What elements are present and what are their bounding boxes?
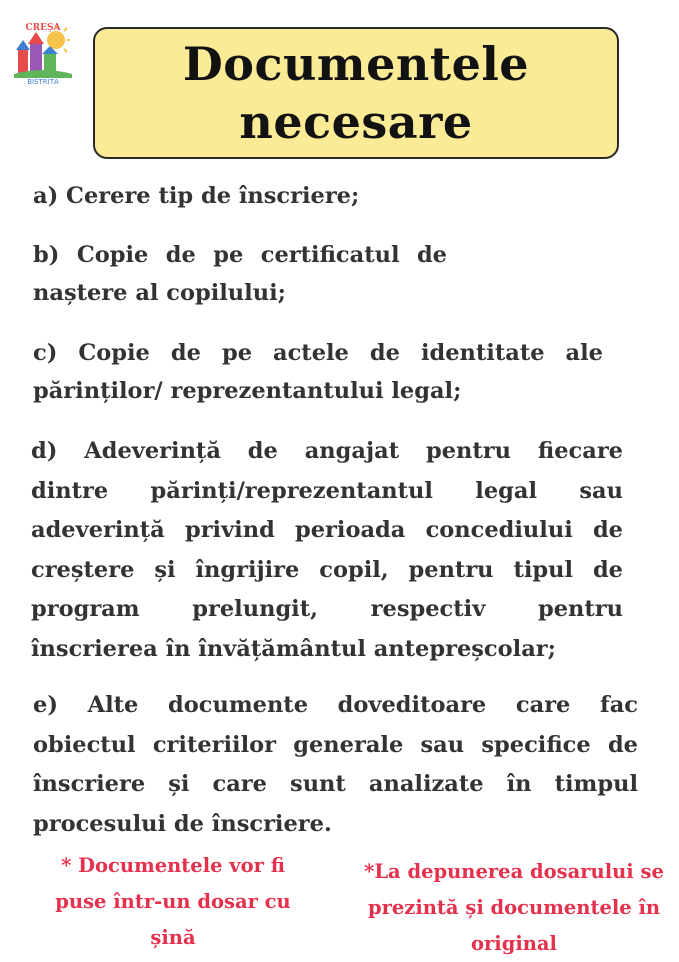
logo-text-bottom: BISTRIȚA: [27, 78, 59, 84]
item-e-line-1: e) Alte documente doveditoare care fac: [33, 692, 638, 718]
note-left-line-1: * Documentele vor fi: [61, 854, 285, 877]
item-c-line-2: părinților/ reprezentantului legal;: [33, 378, 462, 404]
note-left-line-2: puse într-un dosar cu: [55, 890, 291, 913]
item-d-line-2: dintre părinți/reprezentantul legal sau: [31, 477, 623, 504]
item-d-line-5: program prelungit, respectiv pentru: [31, 596, 623, 622]
roof-center-icon: [28, 32, 44, 44]
tower-left-icon: [18, 50, 28, 74]
item-d-line-1: d) Adeverință de angajat pentru fiecare: [31, 438, 623, 464]
creche-logo: [12, 22, 74, 84]
note-left-line-3: șină: [150, 926, 196, 949]
logo-text-top: CREȘA: [25, 23, 61, 33]
tower-center-icon: [30, 44, 42, 74]
document-item-d: [31, 432, 623, 669]
note-originals: [358, 854, 670, 962]
note-right-line-1: *La depunerea dosarului se: [364, 860, 664, 883]
item-d-line-3: adeverință privind perioada concediului de: [31, 517, 623, 543]
note-right-line-3: original: [471, 932, 557, 955]
item-e-line-2: obiectul criteriilor generale sau specifice de: [33, 731, 638, 758]
logo-graphic: [12, 22, 74, 84]
item-d-line-6: înscrierea în învățământul antepreșcolar;: [31, 635, 556, 662]
item-e-line-4: procesului de înscriere.: [33, 810, 332, 837]
item-a-line-1: a) Cerere tip de înscriere;: [33, 183, 360, 209]
note-binder: [28, 848, 318, 956]
document-item-a: [33, 177, 453, 215]
title-banner: [93, 27, 619, 159]
document-item-e: [33, 686, 638, 844]
note-right-line-2: prezintă și documentele în: [367, 896, 661, 919]
title-line-1: Documentele: [182, 37, 530, 91]
item-e-line-3: înscriere și care sunt analizate în timpul: [33, 771, 638, 797]
item-b-line-2: naștere al copilului;: [33, 280, 286, 306]
item-b-line-1: b) Copie de pe certificatul de: [33, 242, 447, 268]
roof-left-icon: [16, 40, 30, 50]
item-d-line-4: creștere și îngrijire copil, pentru tipul de: [31, 556, 623, 583]
item-c-line-1: c) Copie de pe actele de identitate ale: [33, 340, 603, 366]
document-item-b: [33, 236, 447, 312]
title-line-2: necesare: [239, 95, 473, 149]
document-item-c: [33, 334, 603, 410]
